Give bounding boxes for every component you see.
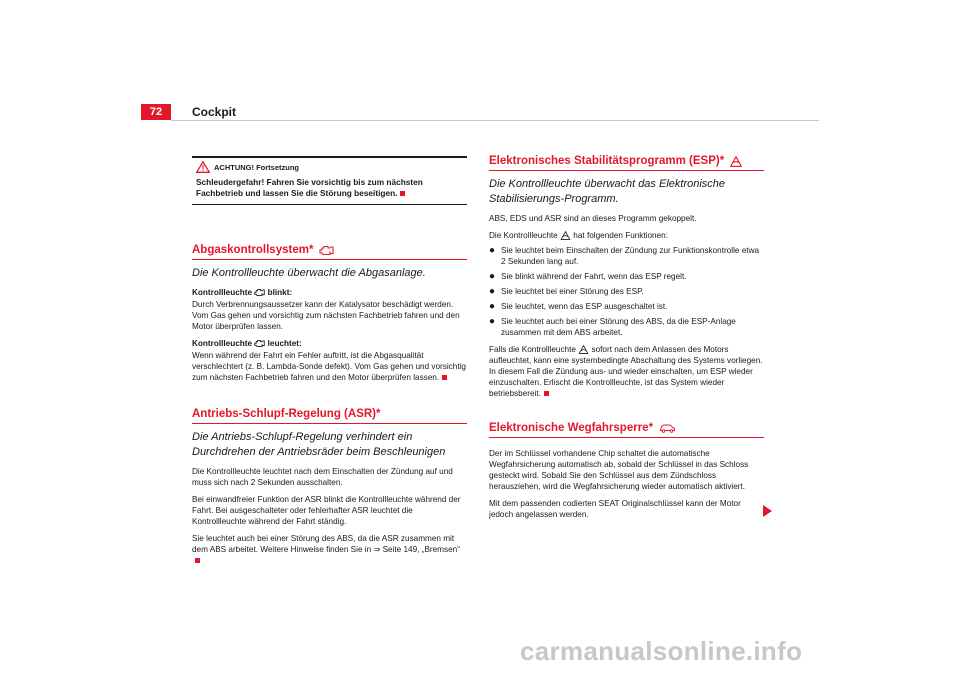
right-column <box>489 154 764 520</box>
section-title-abgas: Abgaskontrollsystem* <box>192 243 467 257</box>
section-subtitle-abgas: Die Kontrollleuchte überwacht die Abgasanlage. <box>192 267 426 279</box>
warning-label: ACHTUNG! Fortsetzung <box>214 162 299 172</box>
warning-triangle-icon <box>196 161 210 173</box>
esp-warning-icon <box>730 156 742 167</box>
section-subtitle-asr: Die Antriebs-Schlupf-Regelung verhindert ein Durchdrehen der Antriebsräder beim Beschleunigen <box>192 431 446 458</box>
end-marker <box>195 558 200 563</box>
page-title: Cockpit <box>192 105 237 119</box>
section-subtitle-esp: Die Kontrollleuchte überwacht das Elektronische Stabilisierungs-Programm. <box>489 178 726 205</box>
section-title-wegfahr: Elektronische Wegfahrsperre* <box>489 421 764 435</box>
section-rule <box>192 259 467 260</box>
end-marker <box>400 191 405 196</box>
lit-label: Kontrollleuchte leuchtet: <box>192 339 302 348</box>
wegfahr-paragraph-1: Der im Schlüssel vorhandene Chip schaltet die automatische Wegfahrsicherung automatisch ab, sobald der Schlüssel in das Schloss gesteckt wird. Sobald Sie den Schlüssel aus dem Zündschloss herausziehen, wird die Wegfahrsicherung wieder automatisch aktiviert. <box>489 449 749 491</box>
watermark: carmanualsonline.info <box>520 636 803 666</box>
page-number: 72 <box>141 104 171 120</box>
warning-text: Schleudergefahr! Fahren Sie vorsichtig bis zum nächsten Fachbetrieb und lassen Sie die Störung beseitigen. <box>196 177 423 198</box>
esp-paragraph-3: Falls die Kontrollleuchte sofort nach dem Anlassen des Motors aufleuchtet, kann eine systembedingte Abschaltung des Systems vorliegen. In diesem Fall die Zündung aus- und wieder einschalten, um ESP wieder einzuschalten. Erlischt die Kontrollleuchte, ist das System wieder betriebsbereit. <box>489 345 763 398</box>
asr-paragraph-3: Sie leuchtet auch bei einer Störung des ABS, da die ASR zusammen mit dem ABS arbeitet. Weitere Hinweise finden Sie in ⇒ Seite 149, „Bremsen“ <box>192 533 467 566</box>
end-marker <box>544 391 549 396</box>
blink-text: Durch Verbrennungsaussetzer kann der Katalysator beschädigt werden. Vom Gas gehen und vorsichtig zum nächsten Fachbetrieb fahren und den Motor überprüfen lassen. <box>192 300 460 331</box>
list-item: ● Sie leuchtet auch bei einer Störung des ABS, da die ESP-Anlage zusammen mit dem ABS arbeitet. <box>489 316 736 337</box>
next-page-arrow-icon <box>763 505 772 517</box>
esp-icon <box>560 231 571 240</box>
engine-icon <box>254 339 265 348</box>
lit-text: Wenn während der Fahrt ein Fehler auftritt, ist die Abgasqualität verschlechtert (z. B. Lambda-Sonde defekt). Vom Gas gehen und vorsichtig zum nächsten Fachbetrieb fahren und den Motor überprüfen lassen. <box>192 351 466 382</box>
esp-paragraph-2: Die Kontrollleuchte hat folgenden Funktionen: <box>489 231 668 240</box>
section-rule <box>489 170 764 171</box>
section-title-esp: Elektronisches Stabilitätsprogramm (ESP)* <box>489 154 764 168</box>
asr-paragraph-1: Die Kontrollleuchte leuchtet nach dem Einschalten der Zündung auf und muss sich nach 2 Sekunden ausschalten. <box>192 467 453 487</box>
header-rule <box>171 120 819 121</box>
blink-label: Kontrollleuchte blinkt: <box>192 288 293 297</box>
section-title-asr: Antriebs-Schlupf-Regelung (ASR)* <box>192 408 381 420</box>
left-column <box>192 154 467 566</box>
car-key-icon <box>659 423 676 433</box>
warning-header <box>196 160 463 174</box>
list-item: ● Sie leuchtet bei einer Störung des ESP. <box>489 286 644 297</box>
list-item: ● Sie blinkt während der Fahrt, wenn das ESP regelt. <box>489 271 687 282</box>
wegfahr-paragraph-2: Mit dem passenden codierten SEAT Originalschlüssel kann der Motor jedoch angelassen werden. <box>489 499 741 519</box>
engine-warning-icon <box>319 245 334 256</box>
engine-icon <box>254 288 265 297</box>
asr-paragraph-2: Bei einwandfreier Funktion der ASR blinkt die Kontrollleuchte während der Fahrt. Bei ausgeschalteter oder fehlerhafter ASR leuchtet die Kontrollleuchte während der Fahrt ständig. <box>192 495 461 526</box>
section-rule <box>192 423 467 424</box>
list-item: ● Sie leuchtet beim Einschalten der Zündung zur Funktionskontrolle etwa 2 Sekunden lang auf. <box>489 245 760 266</box>
end-marker <box>442 375 447 380</box>
warning-box <box>192 156 467 205</box>
esp-paragraph-1: ABS, EDS und ASR sind an dieses Programm gekoppelt. <box>489 214 697 223</box>
list-item: ● Sie leuchtet, wenn das ESP ausgeschaltet ist. <box>489 301 668 312</box>
section-rule <box>489 437 764 438</box>
esp-icon <box>578 345 589 354</box>
